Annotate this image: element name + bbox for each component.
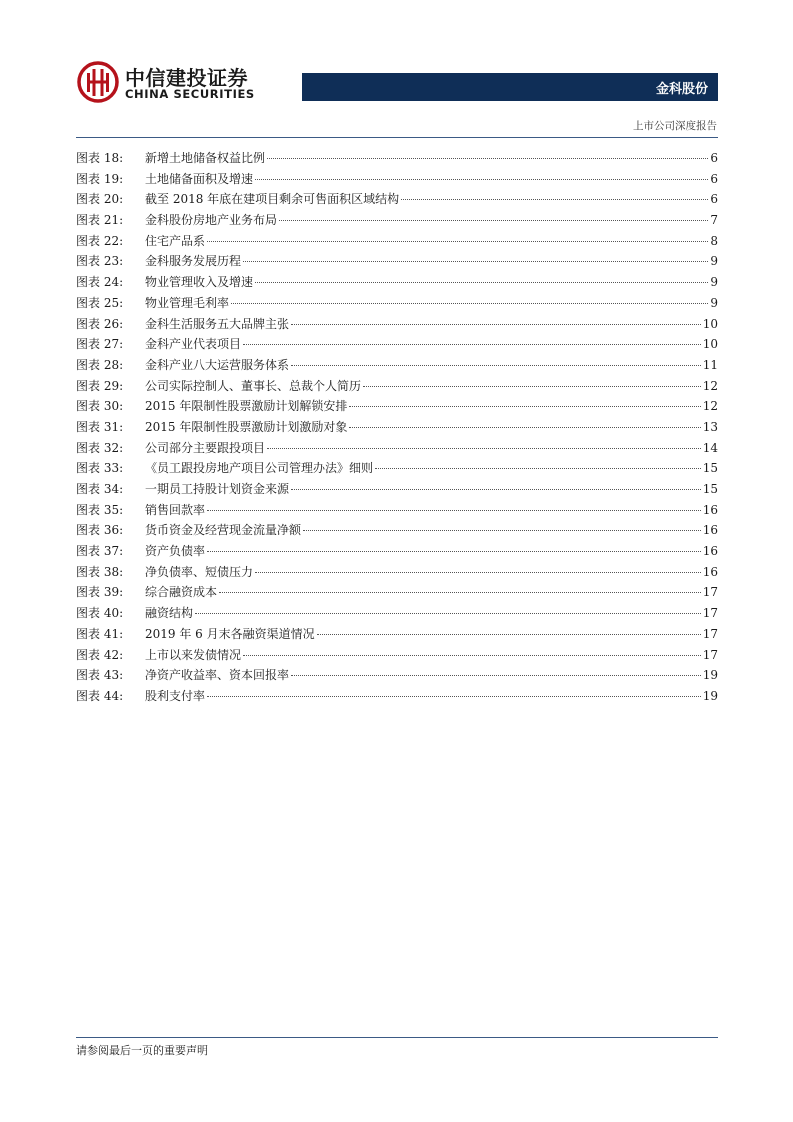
toc-entry-page: 15	[702, 482, 718, 496]
toc-entry-title: 2015 年限制性股票激励计划激励对象	[145, 419, 348, 434]
toc-entry-page: 6	[710, 171, 718, 186]
toc-entry-label: 图表 40:	[76, 606, 124, 621]
toc-entry[interactable]	[76, 293, 718, 314]
toc-entry-title: 公司部分主要跟投项目	[145, 440, 266, 455]
toc-entry-label: 图表 42:	[76, 647, 124, 662]
toc-entry-title: 金科产业八大运营服务体系	[145, 357, 290, 372]
toc-entry-title: 净资产收益率、资本回报率	[145, 668, 290, 683]
toc-entry-page: 9	[710, 254, 718, 269]
footer-divider	[76, 1037, 718, 1038]
toc-entry-label: 图表 39:	[76, 585, 124, 600]
toc-entry[interactable]	[76, 479, 718, 500]
toc-entry-page: 10	[702, 316, 718, 331]
toc-entry-label: 图表 18:	[76, 151, 124, 165]
toc-entry-label: 图表 43:	[76, 668, 124, 683]
toc-entry-leader	[291, 364, 701, 366]
toc-entry-leader	[243, 654, 701, 656]
figure-list	[76, 148, 718, 707]
toc-entry-page: 16	[702, 564, 718, 579]
company-name: 金科股份	[655, 82, 708, 97]
toc-entry-page: 16	[702, 523, 718, 538]
toc-entry-page: 6	[710, 192, 718, 207]
toc-entry[interactable]	[76, 189, 718, 210]
toc-entry-leader	[243, 343, 701, 345]
toc-entry-leader	[255, 178, 708, 180]
toc-entry[interactable]	[76, 210, 718, 231]
toc-entry-title: 融资结构	[145, 606, 194, 621]
toc-entry-label: 图表 44:	[76, 688, 124, 703]
toc-entry-label: 图表 38:	[76, 564, 124, 579]
toc-entry-page: 19	[702, 688, 718, 703]
toc-entry-label: 图表 32:	[76, 440, 124, 455]
toc-entry-leader	[349, 426, 700, 428]
toc-entry-leader	[267, 157, 708, 159]
toc-entry[interactable]	[76, 458, 718, 479]
toc-entry-title: 《员工跟投房地产项目公司管理办法》细则	[145, 461, 374, 476]
toc-entry-title: 物业管理收入及增速	[145, 275, 254, 290]
toc-entry-page: 15	[702, 461, 718, 476]
toc-entry[interactable]	[76, 355, 718, 376]
toc-entry-label: 图表 24:	[76, 275, 124, 290]
toc-entry-title: 销售回款率	[145, 502, 206, 517]
toc-entry[interactable]	[76, 251, 718, 272]
toc-entry-title: 物业管理毛利率	[145, 295, 230, 310]
logo-chinese-name: 中信建投证券	[125, 66, 248, 90]
toc-entry-leader	[375, 467, 701, 469]
toc-entry-leader	[349, 405, 700, 407]
toc-entry-title: 金科生活服务五大品牌主张	[145, 316, 290, 331]
toc-entry-label: 图表 29:	[76, 378, 124, 393]
toc-entry[interactable]	[76, 541, 718, 562]
toc-entry-leader	[303, 529, 701, 531]
toc-entry-label: 图表 28:	[76, 357, 124, 372]
toc-entry-leader	[219, 591, 701, 593]
toc-entry-leader	[291, 674, 701, 676]
toc-entry-page: 17	[702, 606, 718, 621]
toc-entry-label: 图表 30:	[76, 399, 124, 414]
toc-entry-leader	[243, 260, 708, 262]
toc-entry-title: 2019 年 6 月末各融资渠道情况	[145, 626, 315, 641]
toc-entry-label: 图表 33:	[76, 461, 124, 476]
toc-entry-leader	[231, 302, 708, 304]
toc-entry-page: 9	[710, 295, 718, 310]
toc-entry-page: 12	[702, 399, 718, 414]
toc-entry[interactable]	[76, 272, 718, 293]
toc-entry-label: 图表 34:	[76, 482, 124, 496]
toc-entry-label: 图表 22:	[76, 233, 124, 248]
toc-entry-title: 金科服务发展历程	[145, 254, 242, 269]
header-divider	[76, 137, 718, 138]
toc-entry[interactable]	[76, 665, 718, 686]
toc-entry-page: 17	[702, 626, 718, 641]
toc-entry[interactable]	[76, 169, 718, 190]
china-securities-logo-icon	[76, 60, 120, 104]
toc-entry-title: 截至 2018 年底在建项目剩余可售面积区域结构	[145, 192, 400, 207]
toc-entry-title: 货币资金及经营现金流量净额	[145, 523, 302, 538]
toc-entry-title: 住宅产品系	[145, 233, 206, 248]
toc-entry-page: 8	[710, 233, 718, 248]
toc-entry-title: 股利支付率	[145, 688, 206, 703]
toc-entry-page: 13	[702, 419, 718, 434]
toc-entry-title: 金科股份房地产业务布局	[145, 213, 278, 228]
toc-entry-page: 17	[702, 585, 718, 600]
toc-entry-leader	[291, 323, 701, 325]
logo-english-name: CHINA SECURITIES	[125, 87, 255, 101]
toc-entry-page: 16	[702, 502, 718, 517]
toc-entry[interactable]	[76, 148, 718, 169]
toc-entry[interactable]	[76, 417, 718, 438]
report-type: 上市公司深度报告	[633, 120, 717, 132]
toc-entry-title: 一期员工持股计划资金来源	[145, 482, 290, 496]
toc-entry-label: 图表 26:	[76, 316, 124, 331]
footer-disclaimer: 请参阅最后一页的重要声明	[76, 1044, 208, 1057]
toc-entry-leader	[291, 488, 701, 490]
toc-entry-title: 新增土地储备权益比例	[145, 151, 266, 165]
toc-entry-label: 图表 27:	[76, 337, 124, 352]
toc-entry-label: 图表 41:	[76, 626, 124, 641]
toc-entry-page: 16	[702, 544, 718, 559]
toc-entry-title: 土地储备面积及增速	[145, 171, 254, 186]
toc-entry[interactable]	[76, 562, 718, 583]
toc-entry-leader	[267, 447, 701, 449]
toc-entry-label: 图表 23:	[76, 254, 124, 269]
toc-entry-label: 图表 36:	[76, 523, 124, 538]
toc-entry-title: 公司实际控制人、董事长、总裁个人简历	[145, 378, 362, 393]
toc-entry-leader	[317, 633, 701, 635]
toc-entry-page: 11	[702, 357, 718, 372]
toc-entry-leader	[255, 571, 701, 573]
toc-entry-title: 资产负债率	[145, 544, 206, 559]
toc-entry-leader	[207, 550, 701, 552]
toc-entry-leader	[207, 240, 708, 242]
toc-entry-title: 上市以来发债情况	[145, 647, 242, 662]
toc-entry-page: 17	[702, 647, 718, 662]
toc-entry-leader	[207, 509, 701, 511]
toc-entry-leader	[195, 612, 701, 614]
toc-entry-label: 图表 31:	[76, 419, 124, 434]
toc-entry-leader	[255, 281, 708, 283]
toc-entry[interactable]	[76, 396, 718, 417]
toc-entry-page: 9	[710, 275, 718, 290]
toc-entry[interactable]	[76, 603, 718, 624]
toc-entry-title: 2015 年限制性股票激励计划解锁安排	[145, 399, 348, 414]
toc-entry-leader	[401, 198, 708, 200]
toc-entry-page: 12	[702, 378, 718, 393]
toc-entry[interactable]	[76, 334, 718, 355]
toc-entry[interactable]	[76, 314, 718, 335]
toc-entry-page: 19	[702, 668, 718, 683]
toc-entry-page: 6	[710, 151, 718, 165]
toc-entry-page: 7	[710, 213, 718, 228]
header-bar	[302, 73, 718, 101]
toc-entry[interactable]	[76, 438, 718, 459]
toc-entry-title: 金科产业代表项目	[145, 337, 242, 352]
toc-entry[interactable]	[76, 376, 718, 397]
toc-entry-leader	[363, 385, 701, 387]
toc-entry[interactable]	[76, 500, 718, 521]
toc-entry-label: 图表 20:	[76, 192, 124, 207]
toc-entry-label: 图表 25:	[76, 295, 124, 310]
toc-entry-title: 净负债率、短债压力	[145, 564, 254, 579]
toc-entry-label: 图表 37:	[76, 544, 124, 559]
toc-entry[interactable]	[76, 624, 718, 645]
toc-entry[interactable]	[76, 645, 718, 666]
toc-entry[interactable]	[76, 231, 718, 252]
toc-entry[interactable]	[76, 520, 718, 541]
toc-entry-page: 10	[702, 337, 718, 352]
toc-entry[interactable]	[76, 582, 718, 603]
toc-entry-leader	[279, 219, 708, 221]
toc-entry-label: 图表 35:	[76, 502, 124, 517]
toc-entry-title: 综合融资成本	[145, 585, 218, 600]
toc-entry-label: 图表 21:	[76, 213, 124, 228]
toc-entry-page: 14	[702, 440, 718, 455]
toc-entry-label: 图表 19:	[76, 171, 124, 186]
toc-entry-leader	[207, 695, 701, 697]
toc-entry[interactable]	[76, 686, 718, 707]
company-logo	[76, 60, 256, 104]
